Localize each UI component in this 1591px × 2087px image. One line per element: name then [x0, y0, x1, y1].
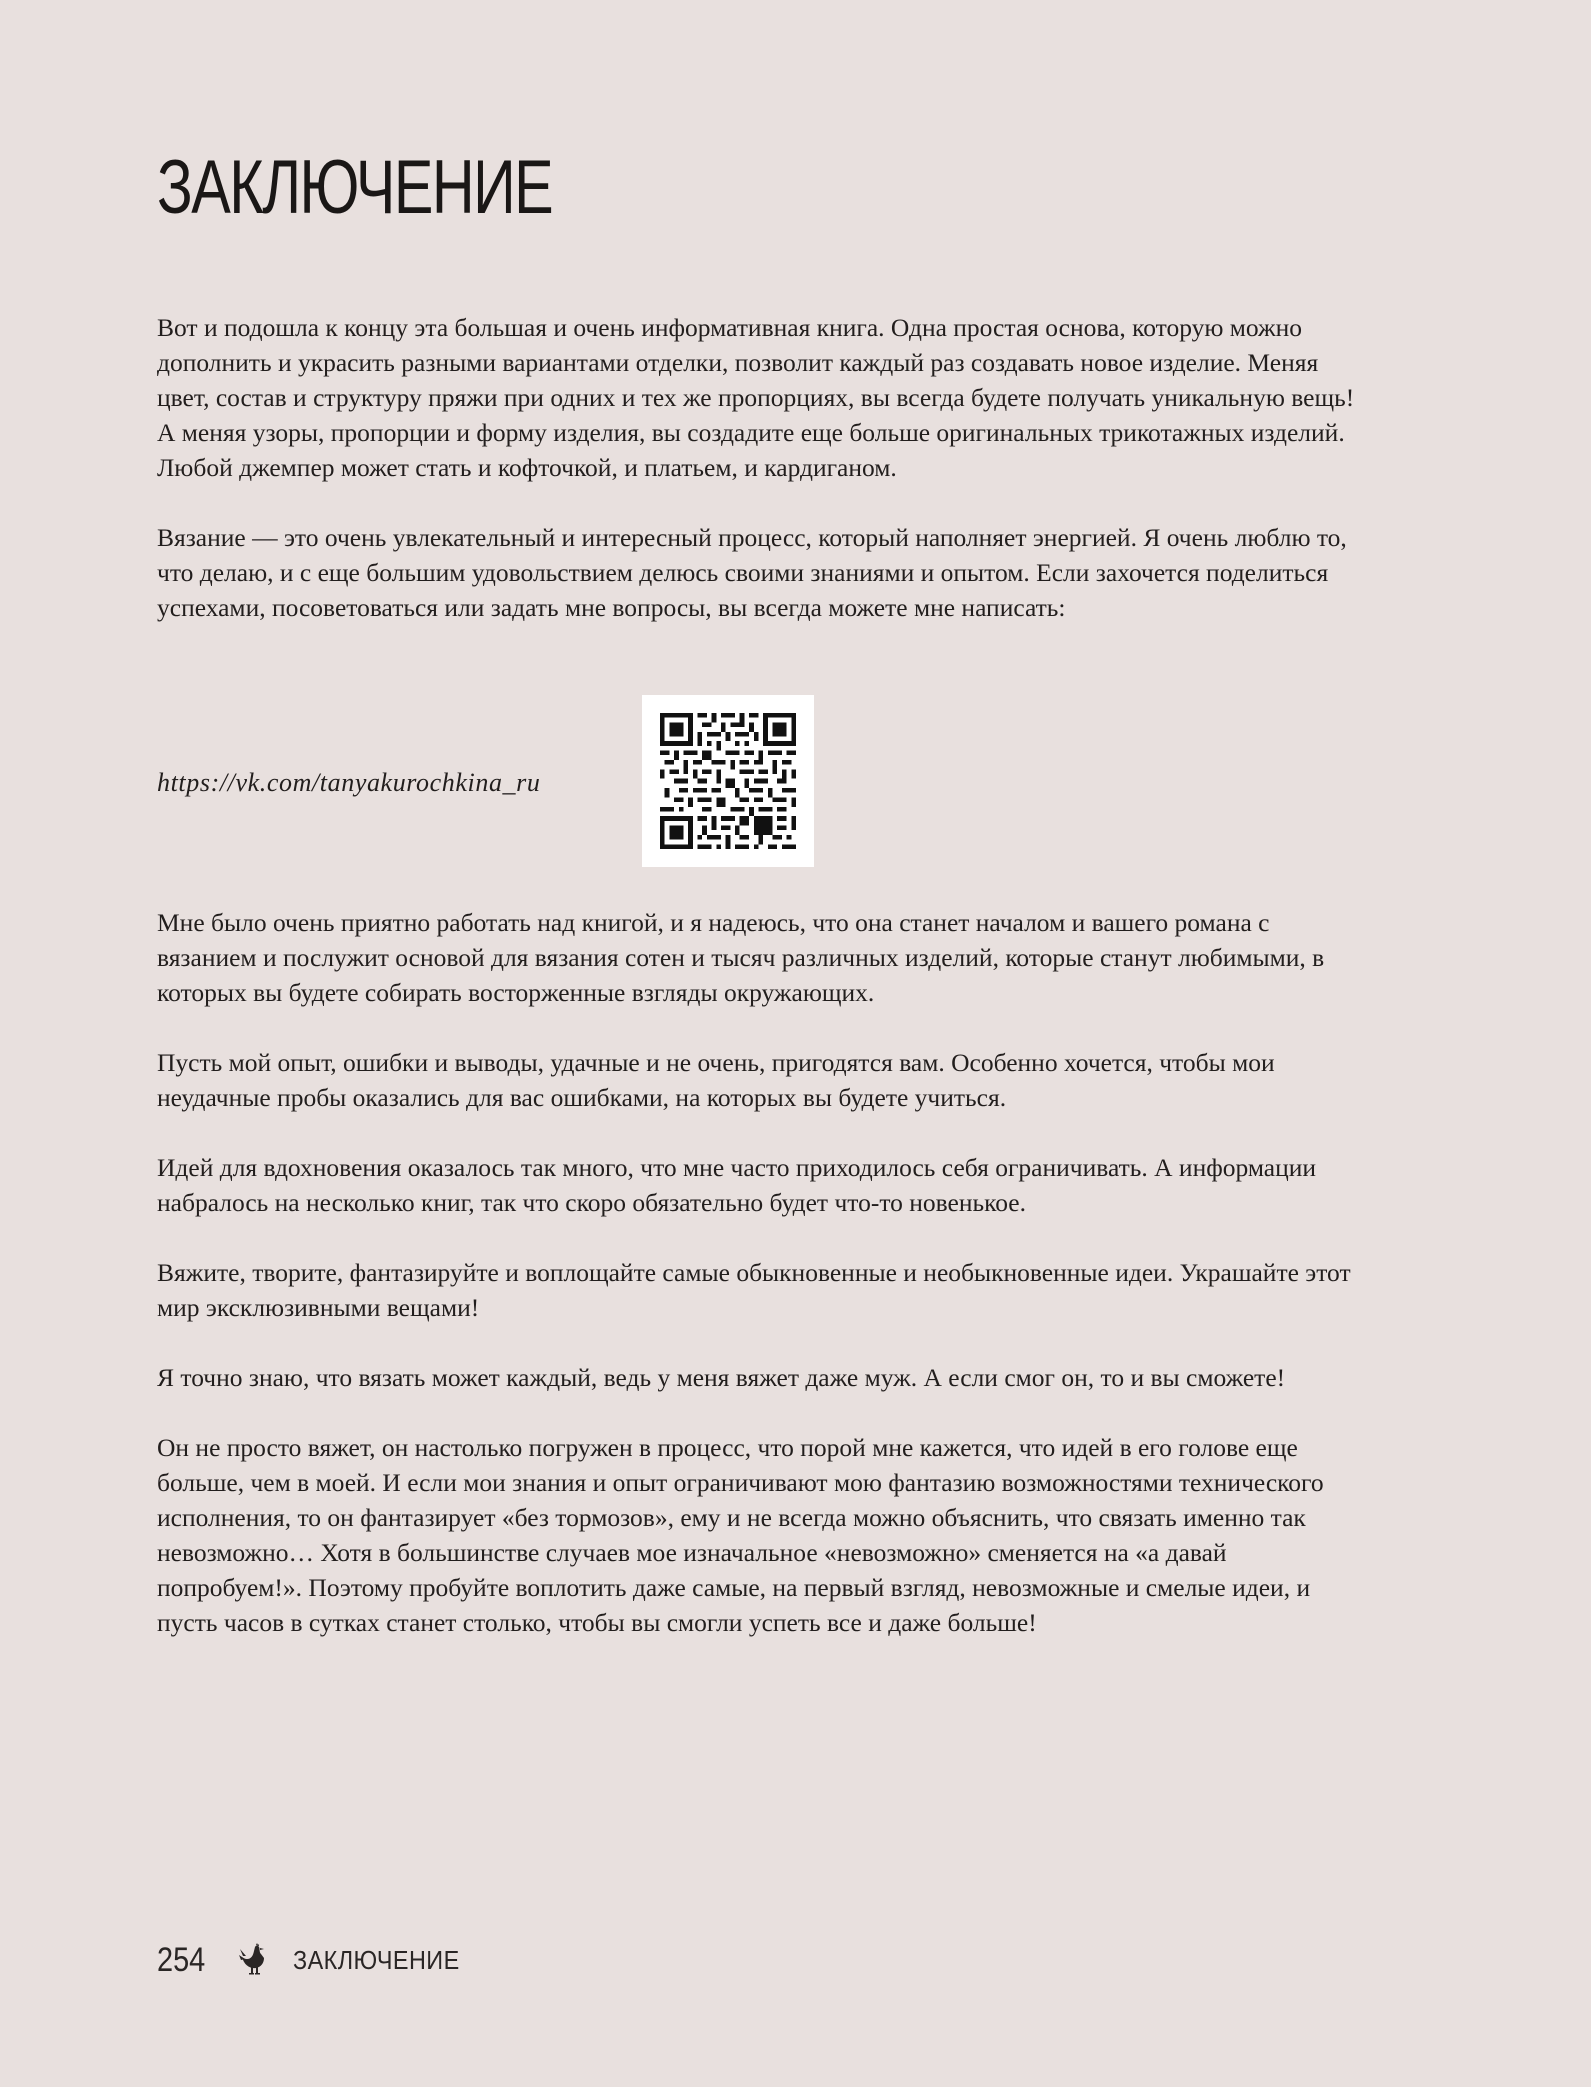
closing-text-block	[157, 905, 1372, 1640]
hen-icon	[237, 1943, 271, 1977]
footer-section-label: ЗАКЛЮЧЕНИЕ	[293, 1944, 460, 1975]
paragraph-4: Вяжите, творите, фантазируйте и воплощайте самые обыкновенные и необыкновенные идеи. Украшайте этот мир эксклюзивными вещами!	[157, 1258, 1351, 1322]
paragraph-1: Мне было очень приятно работать над книгой, и я надеюсь, что она станет началом и вашего романа с вязанием и послужит основой для вязания сотен и тысяч различных изделий, которые станут любимыми, в которых вы будете собирать восторженные взгляды окружающих.	[157, 908, 1325, 1007]
paragraph-5: Я точно знаю, что вязать может каждый, ведь у меня вяжет даже муж. А если смог он, то и вы сможете!	[157, 1363, 1286, 1392]
page-title: ЗАКЛЮЧЕНИЕ	[157, 145, 553, 230]
paragraph-6: Он не просто вяжет, он настолько погружен в процесс, что порой мне кажется, что идей в его голове еще больше, чем в моей. И если мои знания и опыт ограничивают мою фантазию возможностями технического исполнения, то он фантазирует «без тормозов», ему и не всегда можно объяснить, что связать именно так невозможно… Хотя в большинстве случаев мое изначальное «невозможно» сменяется на «а давай попробуем!». Поэтому пробуйте воплотить даже самые, на первый взгляд, невозможные и смелые идеи, и пусть часов в сутках станет столько, чтобы вы смогли успеть все и даже больше!	[157, 1433, 1324, 1637]
paragraph-3: Идей для вдохновения оказалось так много, что мне часто приходилось себя ограничивать. А информации набралось на несколько книг, так что скоро обязательно будет что-то новенькое.	[157, 1153, 1317, 1217]
page-number: 254	[157, 1940, 206, 1979]
paragraph-contact-invite: Вязание — это очень увлекательный и интересный процесс, который наполняет энергией. Я очень люблю то, что делаю, и с еще большим удовольствием делюсь своими знаниями и опытом. Если захочется поделиться успехами, посоветоваться или задать мне вопросы, вы всегда можете мне написать:	[157, 523, 1347, 622]
intro-text-block	[157, 310, 1372, 625]
vk-profile-link[interactable]: https://vk.com/tanyakurochkina_ru	[157, 768, 541, 797]
paragraph-2: Пусть мой опыт, ошибки и выводы, удачные и не очень, пригодятся вам. Особенно хочется, чтобы мои неудачные пробы оказались для вас ошибками, на которых вы будете учиться.	[157, 1048, 1275, 1112]
qr-code-icon	[660, 713, 796, 849]
qr-code[interactable]	[642, 695, 814, 867]
paragraph-intro: Вот и подошла к концу эта большая и очень информативная книга. Одна простая основа, которую можно дополнить и украсить разными вариантами отделки, позволит каждый раз создавать новое изделие. Меняя цвет, состав и структуру пряжи при одних и тех же пропорциях, вы всегда будете получать уникальную вещь! А меняя узоры, пропорции и форму изделия, вы создадите еще больше оригинальных трикотажных изделий. Любой джемпер может стать и кофточкой, и платьем, и кардиганом.	[157, 313, 1355, 482]
page-footer	[157, 1938, 478, 1982]
